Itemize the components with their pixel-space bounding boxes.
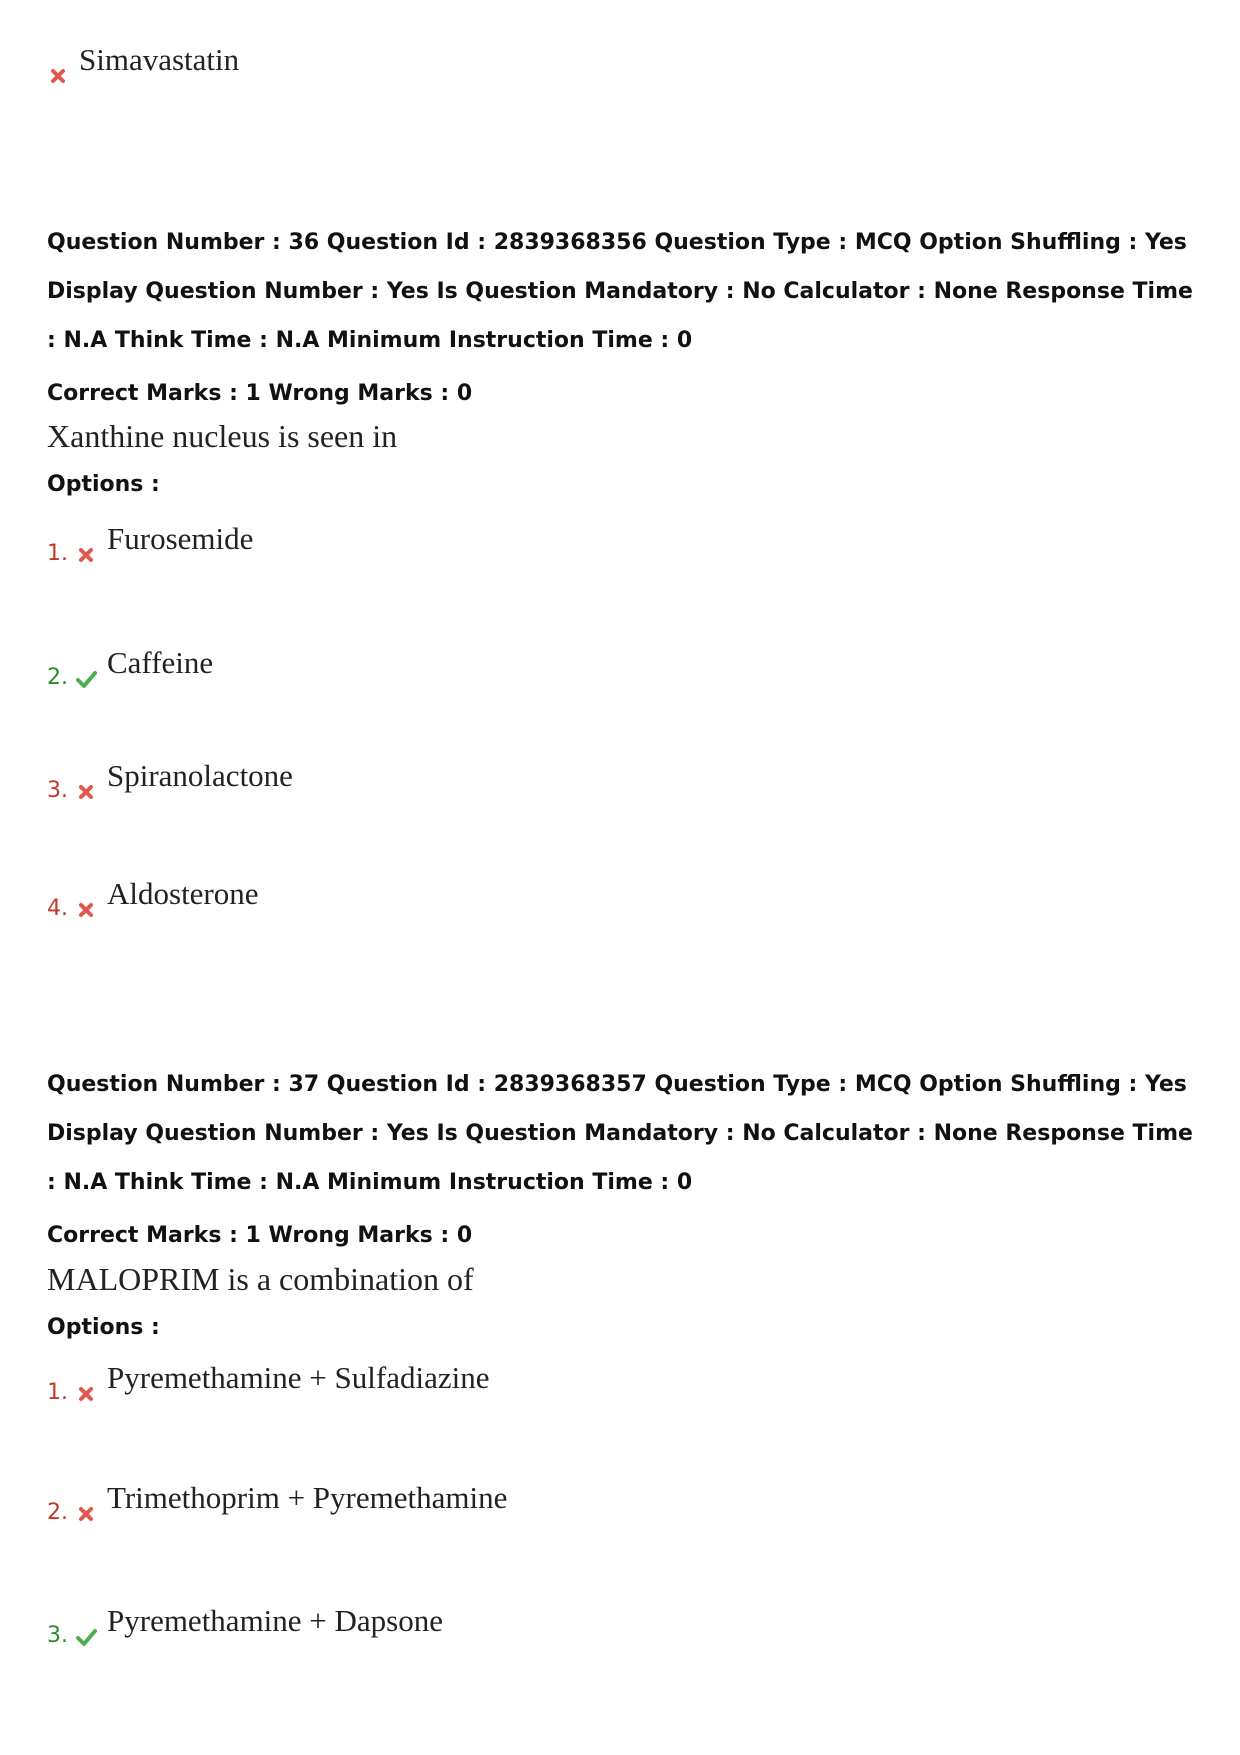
question-36-option-4 [47,876,259,922]
wrong-mark-icon [75,544,97,566]
option-number: 3. [47,778,68,803]
question-37-option-2 [47,1480,508,1526]
question-37-meta [47,1060,1217,1207]
previous-question-last-option [47,42,240,88]
wrong-mark-icon [75,781,97,803]
question-36-option-3 [47,758,293,804]
option-number: 2. [47,665,68,690]
wrong-mark-icon [47,65,69,87]
option-number: 2. [47,1500,68,1525]
meta-line: Display Question Number : Yes Is Question Mandatory : No Calculator : None Response Time [47,1121,1193,1146]
question-37-marks: Correct Marks : 1 Wrong Marks : 0 [47,1223,473,1248]
question-36-option-2 [47,645,214,691]
question-36-marks: Correct Marks : 1 Wrong Marks : 0 [47,381,473,406]
question-37-option-1 [47,1360,490,1406]
meta-line: Question Number : 36 Question Id : 2839368356 Question Type : MCQ Option Shuffling : Yes [47,230,1187,255]
option-number: 3. [47,1623,68,1648]
option-number: 1. [47,1380,68,1405]
check-mark-icon [75,668,97,690]
question-36-text: Xanthine nucleus is seen in [47,418,398,454]
wrong-mark-icon [75,1383,97,1405]
question-37-option-3 [47,1603,444,1649]
option-text: Caffeine [107,645,214,680]
option-text: Furosemide [107,521,254,556]
question-37-options-label: Options : [47,1315,160,1340]
option-number: 1. [47,541,68,566]
option-text: Trimethoprim + Pyremethamine [107,1480,508,1515]
option-text: Aldosterone [107,876,259,911]
meta-line: Display Question Number : Yes Is Question Mandatory : No Calculator : None Response Time [47,279,1193,304]
option-text: Pyremethamine + Dapsone [107,1603,444,1638]
question-36-meta [47,218,1217,365]
question-36-option-1 [47,521,254,567]
meta-line: Question Number : 37 Question Id : 2839368357 Question Type : MCQ Option Shuffling : Yes [47,1072,1187,1097]
wrong-mark-icon [75,899,97,921]
question-36-options-label: Options : [47,472,160,497]
option-text: Pyremethamine + Sulfadiazine [107,1360,490,1395]
option-text: Spiranolactone [107,758,293,793]
option-number: 4. [47,896,68,921]
option-text: Simavastatin [79,42,240,77]
check-mark-icon [75,1626,97,1648]
meta-line: : N.A Think Time : N.A Minimum Instruction Time : 0 [47,328,693,353]
question-37-text: MALOPRIM is a combination of [47,1261,474,1297]
wrong-mark-icon [75,1503,97,1525]
meta-line: : N.A Think Time : N.A Minimum Instruction Time : 0 [47,1170,693,1195]
